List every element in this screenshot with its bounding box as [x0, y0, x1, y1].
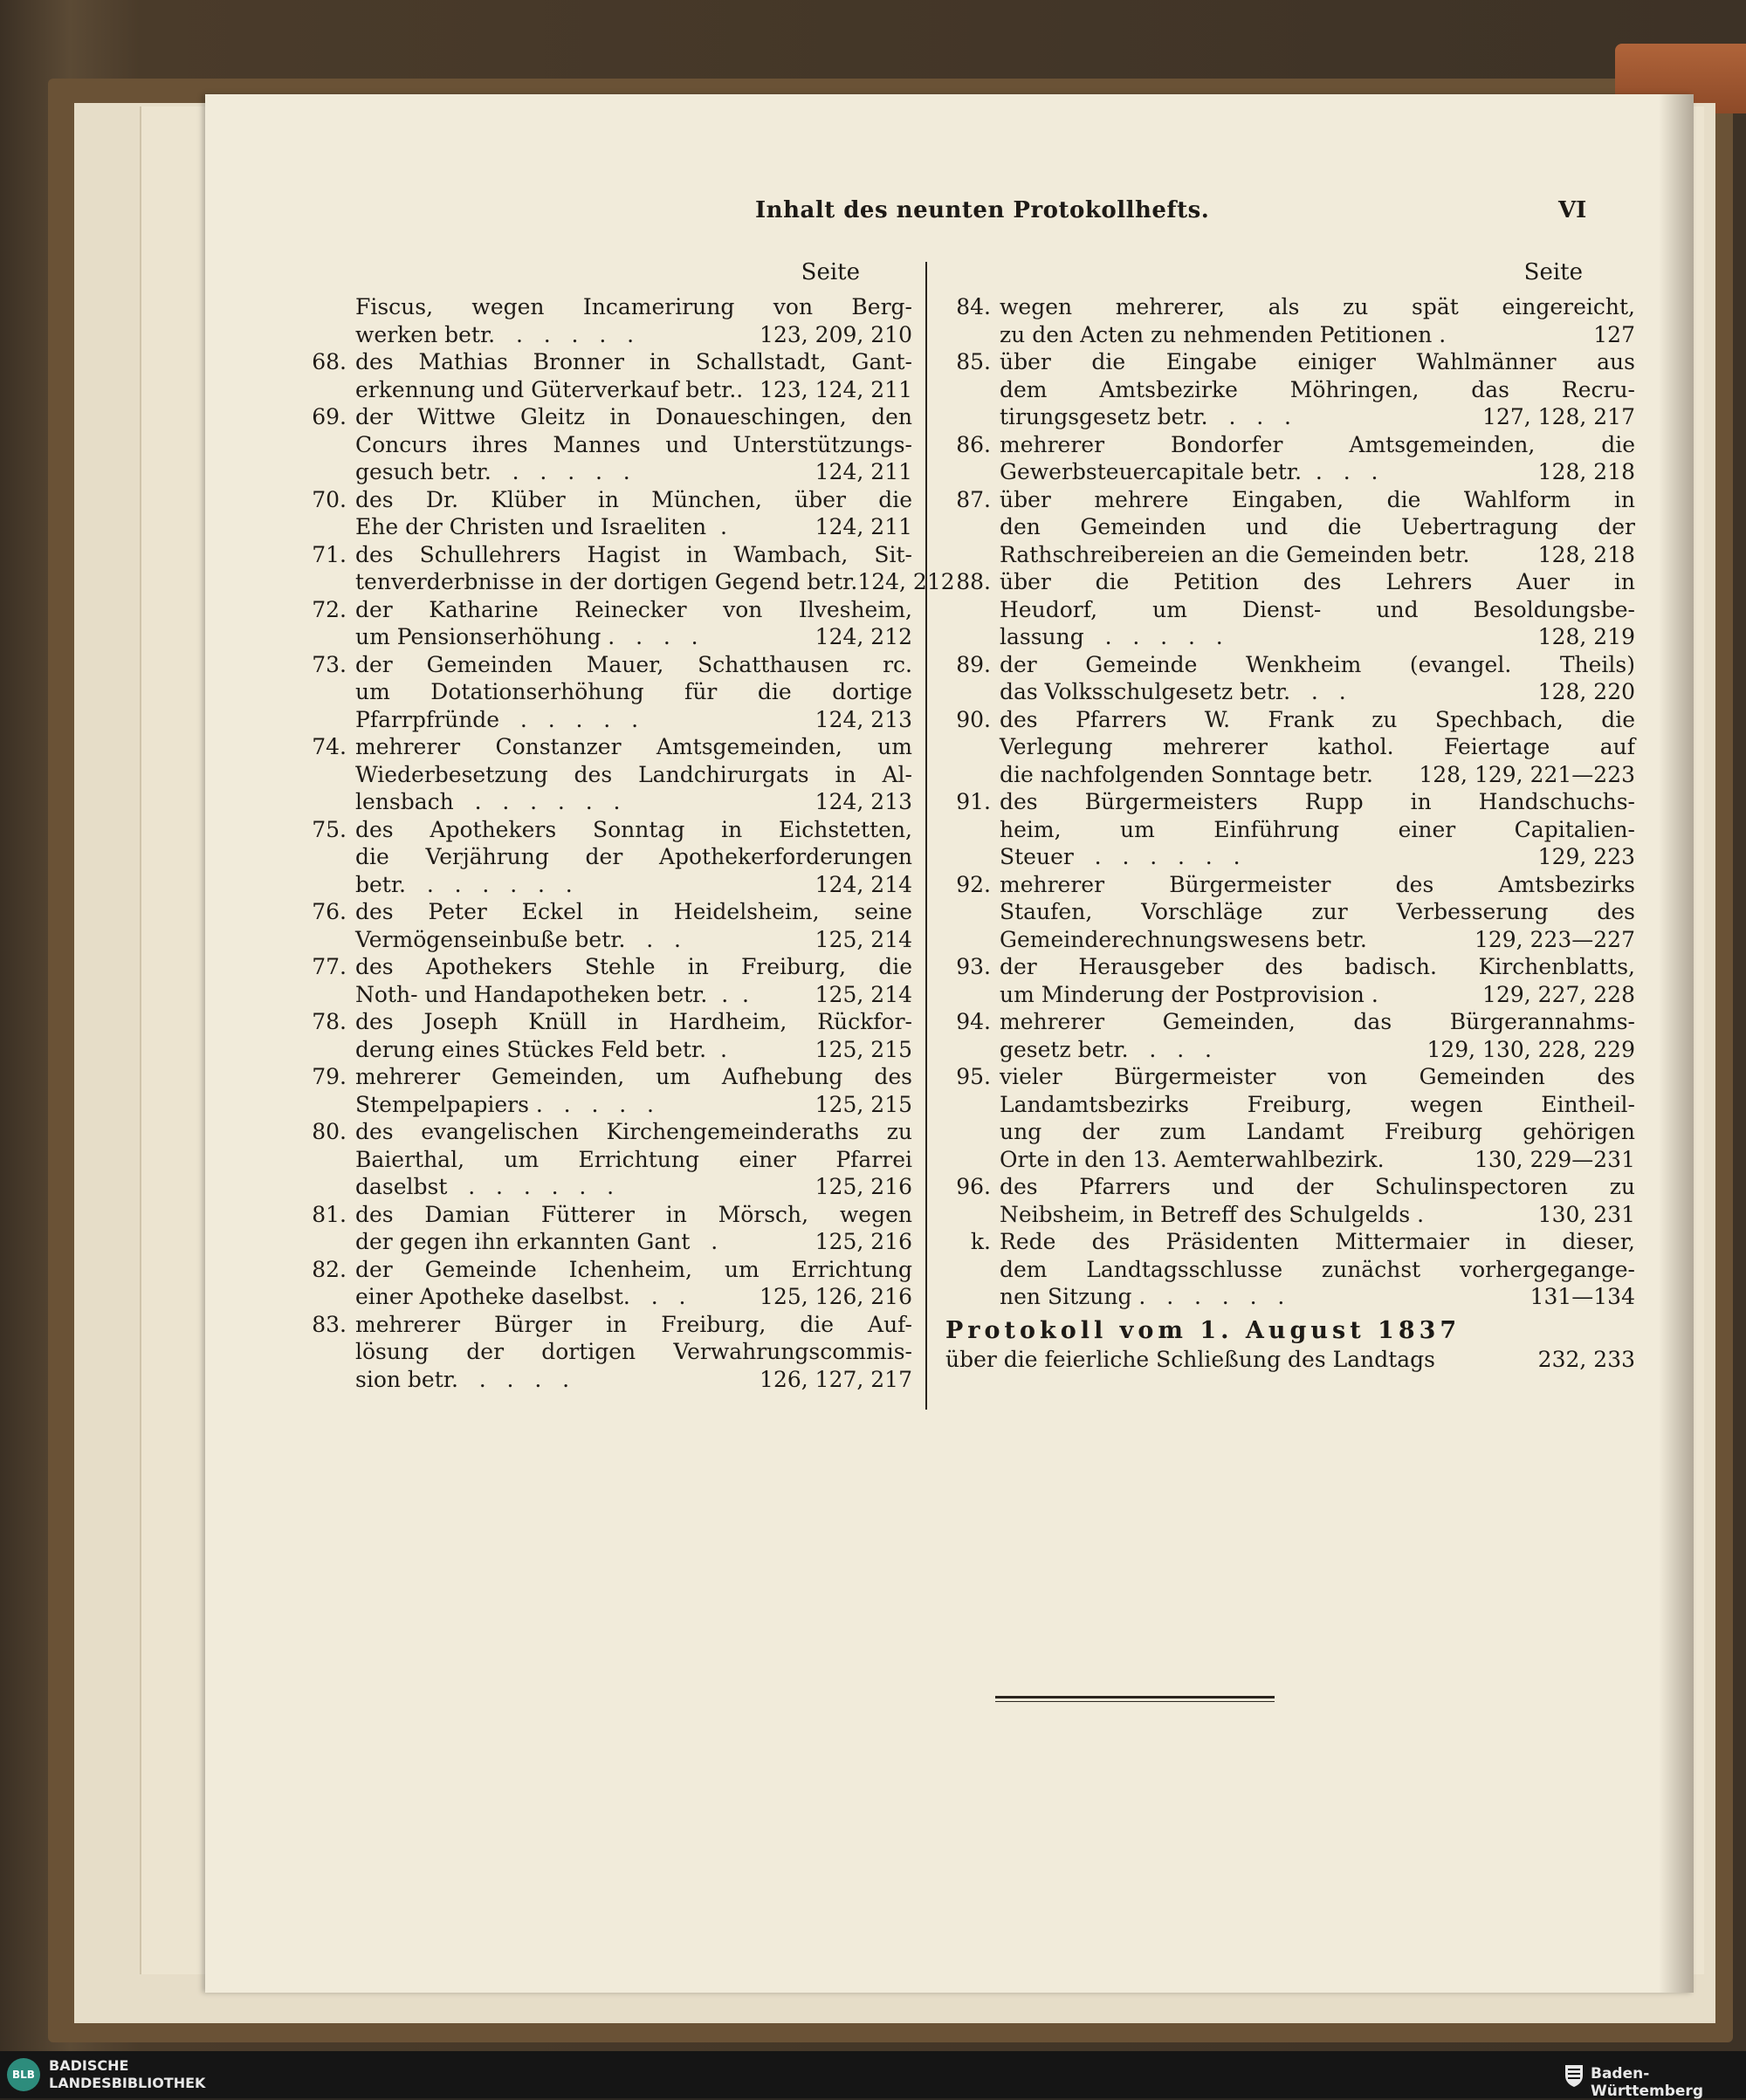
- entry-last-text: das Volksschulgesetz betr. . .: [1000, 679, 1346, 704]
- entry-number: 88.: [956, 569, 991, 594]
- entry-number: 87.: [956, 486, 991, 512]
- entry-last-text: gesetz betr. . . .: [1000, 1036, 1212, 1062]
- entry-number: 95.: [956, 1064, 991, 1089]
- entry-line: lösung der dortigen Verwahrungscommis-: [355, 1339, 912, 1364]
- index-entry: [301, 898, 912, 953]
- entry-line: des Mathias Bronner in Schallstadt, Gant-: [355, 349, 912, 374]
- index-entry: [945, 953, 1635, 1008]
- entry-pages: 128, 219: [1537, 624, 1635, 649]
- index-entry: [945, 486, 1635, 569]
- entry-line: mehrerer Constanzer Amtsgemeinden, um: [355, 734, 912, 759]
- entry-last-line: [355, 1366, 912, 1394]
- entry-line: um Dotationserhöhung für die dortige: [355, 679, 912, 704]
- entry-line: der Herausgeber des badisch. Kirchenblatts,: [1000, 954, 1635, 979]
- entry-last-line: [355, 1173, 912, 1201]
- entry-last-line: [355, 1036, 912, 1064]
- entry-line: den Gemeinden und die Uebertragung der: [1000, 514, 1635, 539]
- entry-last-line: [1000, 1146, 1635, 1174]
- end-rule: [995, 1696, 1275, 1699]
- entry-last-line: [355, 1228, 912, 1256]
- protocol-text: über die feierliche Schließung des Landtags: [945, 1346, 1435, 1372]
- entry-line: des Bürgermeisters Rupp in Handschuchs-: [1000, 789, 1635, 814]
- entry-number: 73.: [312, 651, 347, 677]
- entry-last-text: Ehe der Christen und Israeliten .: [355, 514, 727, 539]
- entry-body: [1000, 568, 1635, 651]
- page: [205, 94, 1694, 1993]
- entry-pages: 129, 223: [1537, 844, 1635, 869]
- entry-pages: 124, 213: [815, 706, 912, 732]
- blb-label: [49, 2057, 205, 2092]
- entry-last-line: [355, 321, 912, 349]
- entry-number: 96.: [956, 1174, 991, 1199]
- entry-last-text: Neibsheim, in Betreff des Schulgelds .: [1000, 1201, 1425, 1227]
- entry-pages: 129, 227, 228: [1482, 981, 1635, 1007]
- entry-line: Heudorf, um Dienst- und Besoldungsbe-: [1000, 596, 1635, 622]
- entry-line: des Pfarrers und der Schulinspectoren zu: [1000, 1174, 1635, 1199]
- index-entry: [301, 348, 912, 403]
- footer-bar: [0, 2051, 1746, 2098]
- index-entry: [945, 348, 1635, 431]
- seite-label-left: Seite: [801, 259, 860, 285]
- entry-number: 86.: [956, 431, 991, 457]
- entry-number: 69.: [312, 404, 347, 429]
- entry-line: dem Landtagsschlusse zunächst vorhergegange-: [1000, 1256, 1635, 1282]
- entry-last-text: Noth- und Handapotheken betr. . .: [355, 981, 750, 1007]
- entry-number: 90.: [956, 706, 991, 732]
- column-divider: [925, 262, 927, 1410]
- entry-last-text: Vermögenseinbuße betr. . .: [355, 926, 681, 952]
- entry-last-text: nen Sitzung . . . . . .: [1000, 1284, 1285, 1309]
- entry-line: des Damian Fütterer in Mörsch, wegen: [355, 1201, 912, 1227]
- entry-line: Rede des Präsidenten Mittermaier in dieser,: [1000, 1229, 1635, 1254]
- entry-body: [1000, 1063, 1635, 1173]
- entry-number: 92.: [956, 871, 991, 897]
- entry-pages: 125, 215: [815, 1036, 912, 1062]
- entry-pages: 124, 214: [815, 871, 912, 897]
- index-entry: [945, 293, 1635, 348]
- entry-line: über die Petition des Lehrers Auer in: [1000, 569, 1635, 594]
- index-entry: [301, 1311, 912, 1394]
- entry-line: mehrerer Gemeinden, um Aufhebung des: [355, 1064, 912, 1089]
- entry-line: der Gemeinden Mauer, Schatthausen rc.: [355, 651, 912, 677]
- entry-last-line: [1000, 321, 1635, 349]
- entry-pages: 129, 130, 228, 229: [1426, 1036, 1635, 1062]
- entry-number: 89.: [956, 651, 991, 677]
- index-entry: [945, 871, 1635, 954]
- entry-line: des Dr. Klüber in München, über die: [355, 486, 912, 512]
- entry-last-line: [1000, 1036, 1635, 1064]
- entry-last-text: Steuer . . . . . .: [1000, 844, 1241, 869]
- entry-body: [355, 541, 955, 596]
- entry-number: 82.: [312, 1256, 347, 1282]
- entry-line: vieler Bürgermeister von Gemeinden des: [1000, 1064, 1635, 1089]
- index-entry: [301, 651, 912, 734]
- entry-line: mehrerer Bürger in Freiburg, die Auf-: [355, 1311, 912, 1337]
- entry-last-line: [1000, 458, 1635, 486]
- entry-last-text: um Pensionserhöhung . . . .: [355, 624, 698, 649]
- entry-last-text: daselbst . . . . . .: [355, 1174, 615, 1199]
- entry-line: des Pfarrers W. Frank zu Spechbach, die: [1000, 706, 1635, 732]
- entry-number: 68.: [312, 349, 347, 374]
- index-entry: [945, 1173, 1635, 1228]
- index-entry: [301, 953, 912, 1008]
- entry-last-line: [1000, 1201, 1635, 1229]
- entry-line: heim, um Einführung einer Capitalien-: [1000, 816, 1635, 842]
- index-entry: [945, 568, 1635, 651]
- entry-line: mehrerer Gemeinden, das Bürgerannahms-: [1000, 1009, 1635, 1034]
- index-entry: [945, 1063, 1635, 1173]
- entry-last-text: Pfarrpfründe . . . . .: [355, 706, 639, 732]
- entry-last-line: [355, 1283, 912, 1311]
- entry-last-line: [355, 376, 912, 404]
- entry-line: Concurs ihres Mannes und Unterstützungs-: [355, 431, 912, 457]
- entry-last-line: [1000, 403, 1635, 431]
- index-entry: [945, 651, 1635, 706]
- entry-number: 75.: [312, 816, 347, 842]
- entry-body: [355, 1118, 912, 1201]
- entry-number: 85.: [956, 349, 991, 374]
- entry-last-line: [1000, 761, 1635, 789]
- entry-body: [355, 816, 912, 899]
- entry-line: mehrerer Bondorfer Amtsgemeinden, die: [1000, 431, 1635, 457]
- entry-body: [1000, 706, 1635, 789]
- page-number: VI: [1558, 197, 1587, 223]
- entry-pages: 126, 127, 217: [760, 1366, 912, 1392]
- index-entry: [301, 1256, 912, 1311]
- entry-last-line: [355, 513, 912, 541]
- entry-last-line: [355, 623, 912, 651]
- entry-pages: 125, 214: [815, 926, 912, 952]
- entry-last-line: [355, 458, 912, 486]
- entry-last-text: tirungsgesetz betr. . . .: [1000, 404, 1291, 429]
- entry-body: [1000, 1228, 1635, 1311]
- protocol-title: Protokoll vom 1. August 1837: [945, 1316, 1461, 1344]
- left-column: [301, 257, 955, 1393]
- entry-pages: 127: [1593, 321, 1635, 347]
- entry-last-text: derung eines Stückes Feld betr. .: [355, 1036, 727, 1062]
- entry-last-line: [355, 1091, 912, 1119]
- blb-line-1: BADISCHE: [49, 2057, 129, 2074]
- entry-last-text: einer Apotheke daselbst. . .: [355, 1284, 686, 1309]
- left-entries: [301, 293, 955, 1393]
- entry-line: des Joseph Knüll in Hardheim, Rückfor-: [355, 1009, 912, 1034]
- entry-body: [355, 1201, 912, 1256]
- entry-number: 94.: [956, 1009, 991, 1034]
- bw-label: Baden-Württemberg: [1591, 2065, 1703, 2100]
- entry-body: [1000, 431, 1635, 486]
- entry-body: [355, 898, 912, 953]
- entry-line: des Apothekers Stehle in Freiburg, die: [355, 954, 912, 979]
- entry-line: Landamtsbezirks Freiburg, wegen Eintheil-: [1000, 1091, 1635, 1117]
- entry-body: [1000, 953, 1635, 1008]
- entry-last-line: [1000, 981, 1635, 1009]
- entry-last-text: tenverderbnisse in der dortigen Gegend betr.: [355, 569, 858, 594]
- entry-number: 77.: [312, 954, 347, 979]
- entry-last-line: [355, 871, 912, 899]
- index-entry: [945, 1228, 1635, 1311]
- entry-last-line: [355, 926, 912, 954]
- blb-line-2: LANDESBIBLIOTHEK: [49, 2075, 206, 2091]
- entry-body: [355, 348, 912, 403]
- entry-pages: 128, 218: [1537, 541, 1635, 567]
- entry-line: der Gemeinde Wenkheim (evangel. Theils): [1000, 651, 1635, 677]
- index-entry: [301, 1008, 912, 1063]
- entry-number: 70.: [312, 486, 347, 512]
- entry-pages: 125, 216: [815, 1174, 912, 1199]
- entry-last-text: Orte in den 13. Aemterwahlbezirk.: [1000, 1146, 1385, 1172]
- entry-pages: 131—134: [1529, 1284, 1635, 1309]
- index-entry: [301, 486, 912, 541]
- entry-body: [355, 486, 912, 541]
- entry-line: wegen mehrerer, als zu spät eingereicht,: [1000, 294, 1635, 319]
- entry-pages: 130, 231: [1537, 1201, 1635, 1227]
- entry-pages: 130, 229—231: [1474, 1146, 1635, 1172]
- entry-line: des Apothekers Sonntag in Eichstetten,: [355, 816, 912, 842]
- entry-line: dem Amtsbezirke Möhringen, das Recru-: [1000, 376, 1635, 402]
- entry-body: [355, 1008, 912, 1063]
- entry-line: Baierthal, um Errichtung einer Pfarrei: [355, 1146, 912, 1172]
- entry-number: 80.: [312, 1119, 347, 1144]
- entry-body: [1000, 348, 1635, 431]
- entry-line: des Peter Eckel in Heidelsheim, seine: [355, 899, 912, 924]
- entry-pages: 123, 209, 210: [760, 321, 912, 347]
- entry-line: des evangelischen Kirchengemeinderaths zu: [355, 1119, 912, 1144]
- entry-pages: 124, 212: [857, 569, 955, 594]
- entry-last-line: [1000, 926, 1635, 954]
- entry-line: die Verjährung der Apothekerforderungen: [355, 844, 912, 869]
- entry-body: [355, 733, 912, 816]
- entry-pages: 124, 211: [815, 514, 912, 539]
- entry-line: Staufen, Vorschläge zur Verbesserung des: [1000, 899, 1635, 924]
- entry-last-line: [1000, 678, 1635, 706]
- index-entry: [301, 733, 912, 816]
- entry-number: 76.: [312, 899, 347, 924]
- entry-last-text: um Minderung der Postprovision .: [1000, 981, 1378, 1007]
- right-column: [945, 257, 1635, 1374]
- entry-last-line: [1000, 1283, 1635, 1311]
- index-entry: [301, 816, 912, 899]
- entry-last-text: die nachfolgenden Sonntage betr.: [1000, 761, 1373, 787]
- entry-last-text: gesuch betr. . . . . .: [355, 459, 630, 484]
- entry-line: der Gemeinde Ichenheim, um Errichtung: [355, 1256, 912, 1282]
- entry-last-text: lensbach . . . . . .: [355, 789, 621, 814]
- entry-pages: 124, 213: [815, 789, 912, 814]
- entry-pages: 124, 211: [815, 459, 912, 484]
- index-entry: [945, 431, 1635, 486]
- page-title: Inhalt des neunten Protokollhefts.: [755, 197, 1210, 223]
- entry-last-text: zu den Acten zu nehmenden Petitionen .: [1000, 321, 1447, 347]
- entry-body: [1000, 651, 1635, 706]
- index-entry: [301, 596, 912, 651]
- index-entry: [301, 541, 955, 596]
- entry-line: Fiscus, wegen Incamerirung von Berg-: [355, 294, 912, 319]
- protocol-pages: 232, 233: [1537, 1346, 1635, 1372]
- entry-last-line: [355, 568, 955, 596]
- entry-pages: 128, 218: [1537, 459, 1635, 484]
- entry-line: der Wittwe Gleitz in Donaueschingen, den: [355, 404, 912, 429]
- entry-line: über die Eingabe einiger Wahlmänner aus: [1000, 349, 1635, 374]
- end-rule-thin: [995, 1701, 1275, 1702]
- entry-number: 81.: [312, 1201, 347, 1227]
- index-entry: [301, 403, 912, 486]
- entry-number: 71.: [312, 541, 347, 567]
- entry-last-line: [355, 706, 912, 734]
- entry-number: 93.: [956, 954, 991, 979]
- blb-logo-icon: BLB: [7, 2058, 40, 2091]
- entry-number: 79.: [312, 1064, 347, 1089]
- entry-number: k.: [970, 1229, 991, 1254]
- entry-line: des Schullehrers Hagist in Wambach, Sit-: [355, 541, 912, 567]
- entry-pages: 125, 126, 216: [760, 1284, 912, 1309]
- entry-pages: 128, 220: [1537, 679, 1635, 704]
- entry-line: mehrerer Bürgermeister des Amtsbezirks: [1000, 871, 1635, 897]
- entry-last-text: lassung . . . . .: [1000, 624, 1223, 649]
- entry-last-text: Gewerbsteuercapitale betr. . . .: [1000, 459, 1378, 484]
- entry-last-text: Rathschreibereien an die Gemeinden betr.: [1000, 541, 1470, 567]
- entry-pages: 123, 124, 211: [760, 376, 912, 402]
- entry-body: [355, 1063, 912, 1118]
- running-head: [205, 197, 1694, 232]
- entry-last-text: sion betr. . . . .: [355, 1366, 570, 1392]
- entry-last-line: [355, 981, 912, 1009]
- entry-last-text: der gegen ihn erkannten Gant .: [355, 1229, 718, 1254]
- entry-body: [355, 596, 912, 651]
- baden-wuerttemberg-lions-icon: [1563, 2062, 1585, 2088]
- entry-number: 83.: [312, 1311, 347, 1337]
- entry-last-text: Gemeinderechnungswesens betr.: [1000, 926, 1367, 952]
- entry-body: [1000, 293, 1635, 348]
- entry-number: 91.: [956, 789, 991, 814]
- entry-body: [355, 403, 912, 486]
- entry-last-line: [1000, 623, 1635, 651]
- entry-line: ung der zum Landamt Freiburg gehörigen: [1000, 1119, 1635, 1144]
- entry-pages: 128, 129, 221—223: [1419, 761, 1635, 787]
- index-entry: [301, 1118, 912, 1201]
- index-entry: [301, 1063, 912, 1118]
- entry-body: [355, 1311, 912, 1394]
- entry-body: [1000, 1008, 1635, 1063]
- entry-pages: 127, 128, 217: [1482, 404, 1635, 429]
- entry-body: [355, 953, 912, 1008]
- entry-last-line: [355, 788, 912, 816]
- entry-body: [1000, 871, 1635, 954]
- right-entries: [945, 293, 1635, 1311]
- index-entry: [945, 706, 1635, 789]
- index-entry: [945, 1008, 1635, 1063]
- entry-last-text: werken betr. . . . . .: [355, 321, 635, 347]
- entry-number: 78.: [312, 1009, 347, 1034]
- entry-body: [355, 1256, 912, 1311]
- entry-body: [1000, 788, 1635, 871]
- entry-body: [355, 293, 912, 348]
- entry-pages: 129, 223—227: [1474, 926, 1635, 952]
- entry-line: Verlegung mehrerer kathol. Feiertage auf: [1000, 734, 1635, 759]
- seite-label-right: Seite: [1523, 259, 1583, 285]
- entry-last-text: Stempelpapiers . . . . .: [355, 1091, 654, 1117]
- entry-body: [355, 651, 912, 734]
- entry-line: Wiederbesetzung des Landchirurgats in Al-: [355, 761, 912, 787]
- entry-number: 74.: [312, 734, 347, 759]
- entry-line: über mehrere Eingaben, die Wahlform in: [1000, 486, 1635, 512]
- index-entry: [301, 1201, 912, 1256]
- protocol-line: [945, 1346, 1635, 1374]
- entry-pages: 125, 214: [815, 981, 912, 1007]
- entry-body: [1000, 1173, 1635, 1228]
- index-entry: [301, 293, 912, 348]
- entry-line: der Katharine Reinecker von Ilvesheim,: [355, 596, 912, 622]
- entry-last-line: [1000, 541, 1635, 569]
- entry-pages: 124, 212: [815, 624, 912, 649]
- entry-number: 84.: [956, 294, 991, 319]
- entry-last-line: [1000, 843, 1635, 871]
- entry-body: [1000, 486, 1635, 569]
- entry-last-text: erkennung und Güterverkauf betr..: [355, 376, 744, 402]
- entry-pages: 125, 215: [815, 1091, 912, 1117]
- entry-last-text: betr. . . . . . .: [355, 871, 573, 897]
- index-entry: [945, 788, 1635, 871]
- entry-number: 72.: [312, 596, 347, 622]
- entry-pages: 125, 216: [815, 1229, 912, 1254]
